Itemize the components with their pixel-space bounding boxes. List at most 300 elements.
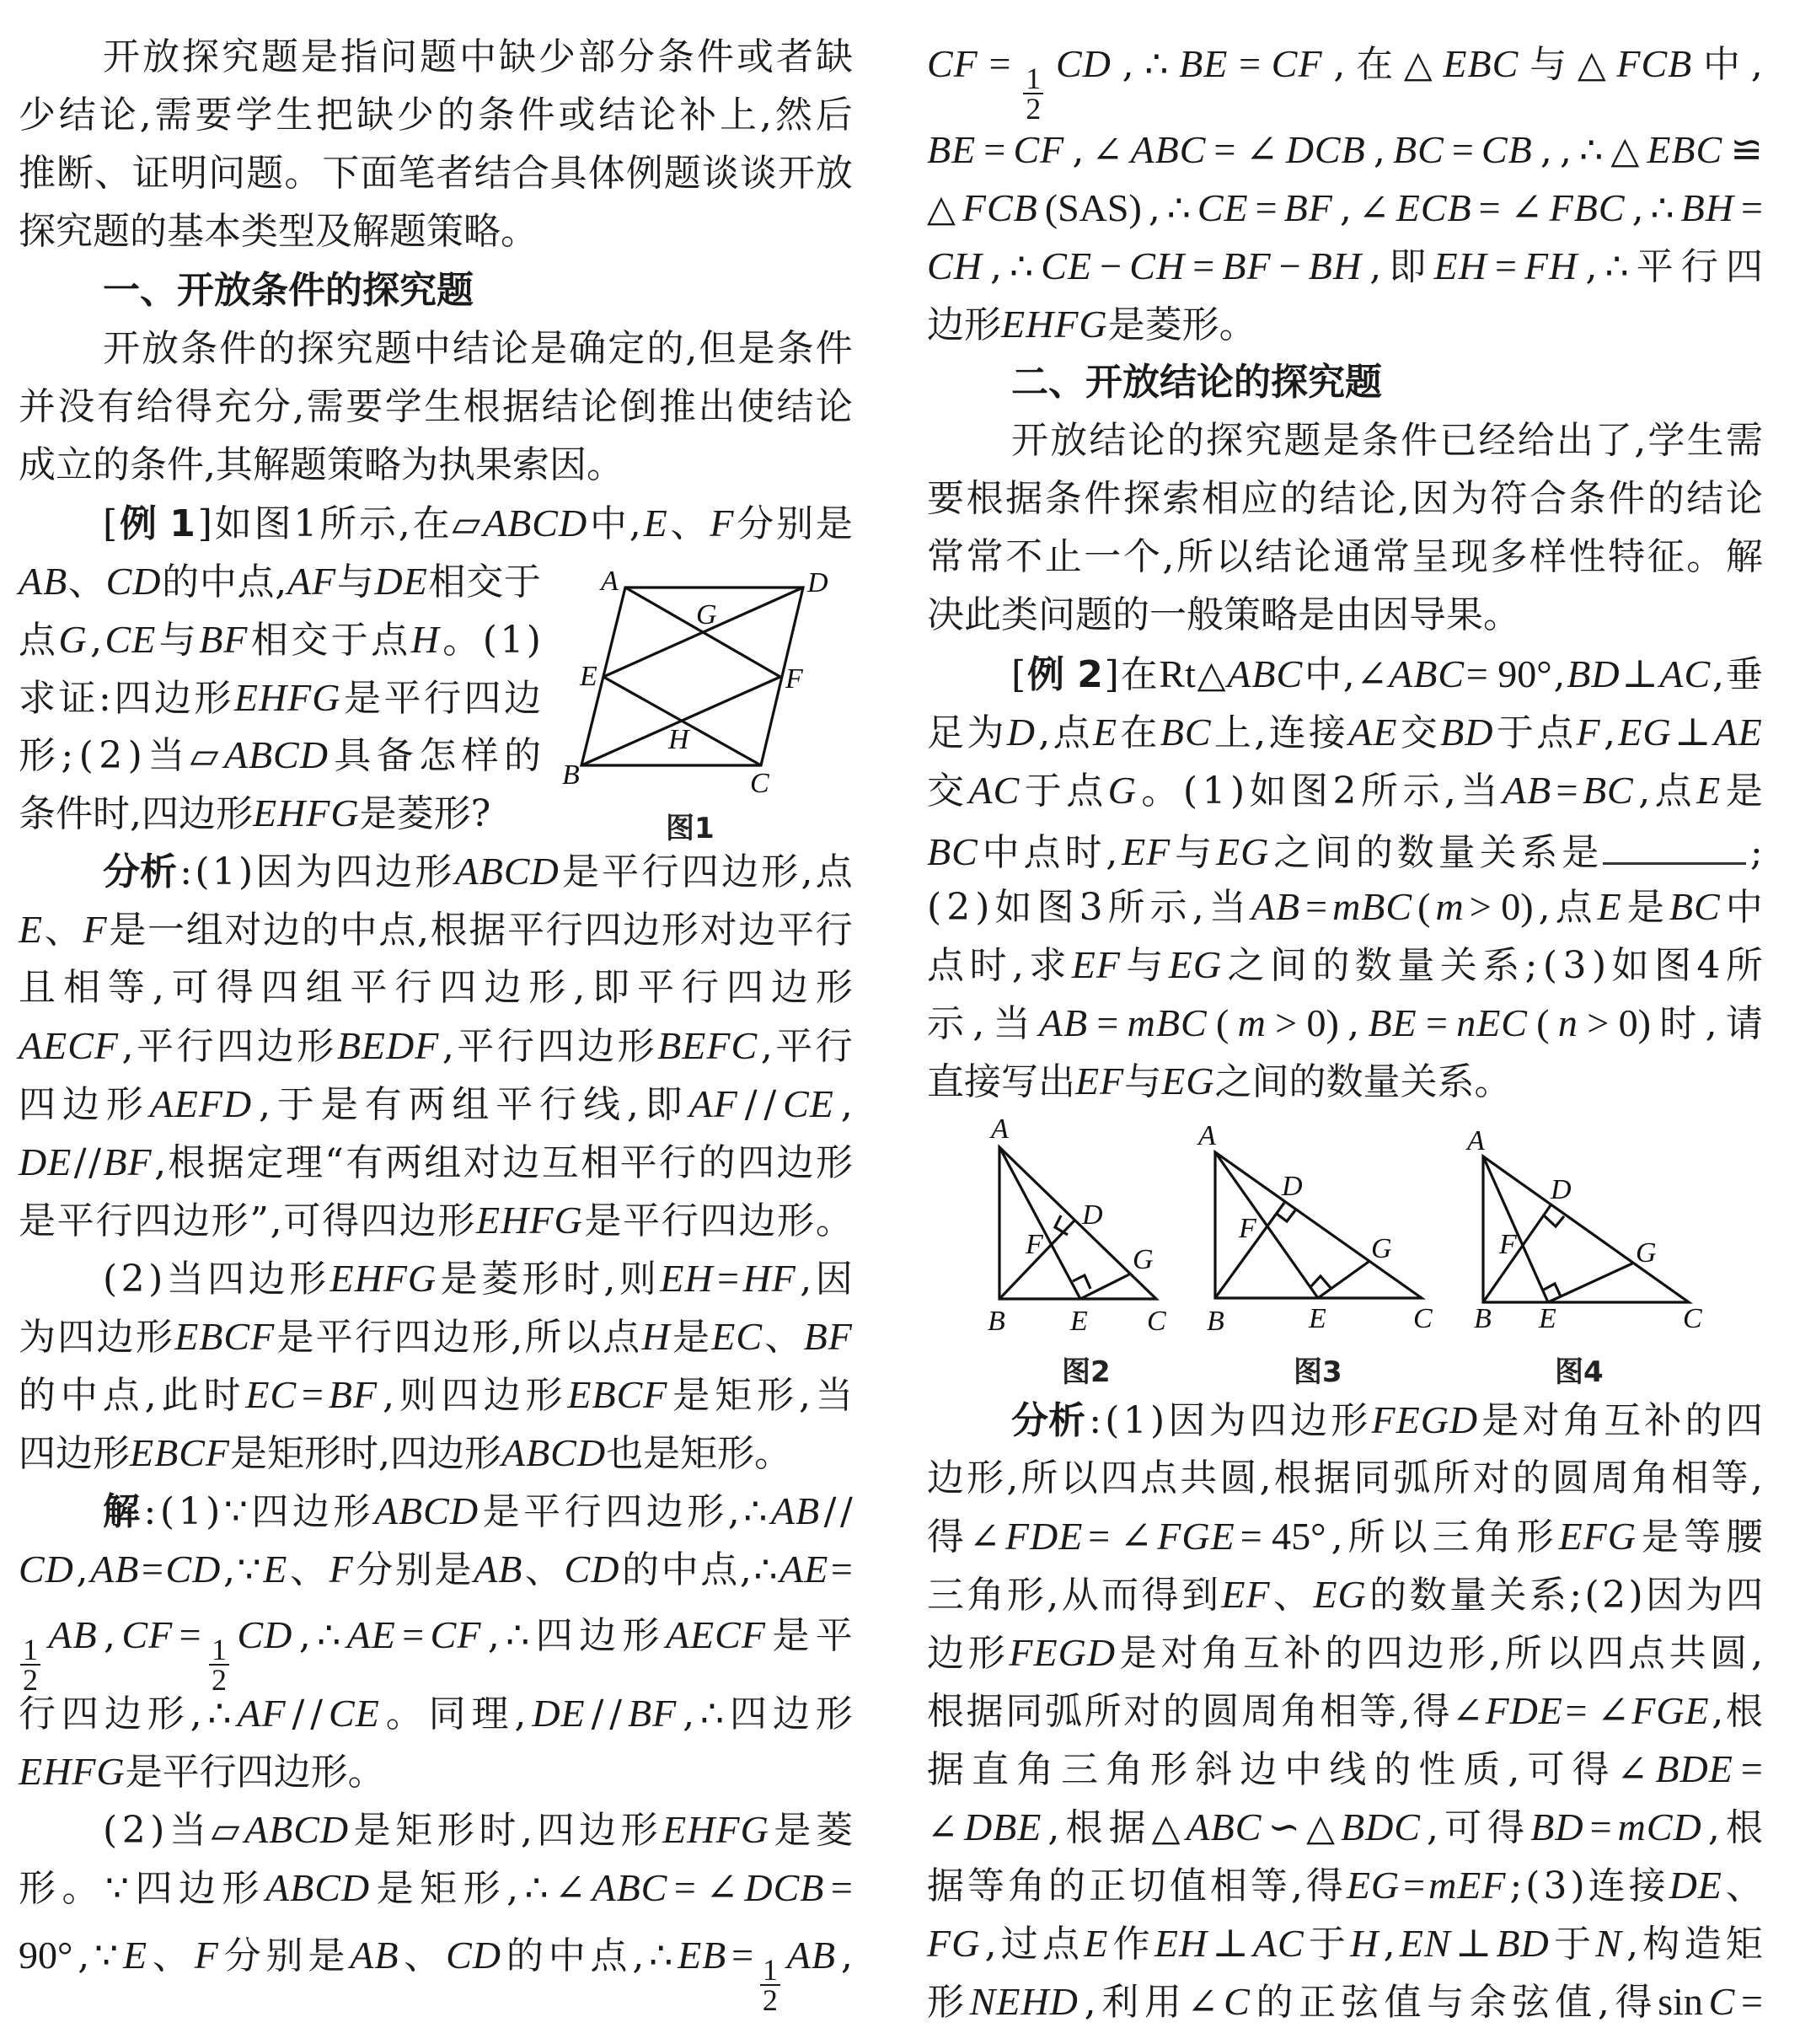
text-char: 开 <box>103 327 140 370</box>
text-char: 为 <box>1685 1574 1723 1617</box>
text-char: 关 <box>1479 831 1517 874</box>
text-char: / <box>609 1693 623 1736</box>
text-line <box>927 590 1763 641</box>
text-char: 弧 <box>1044 1690 1082 1733</box>
text-char: 条 <box>657 35 694 78</box>
text-char: ∠ <box>927 1806 958 1849</box>
text-char: 学 <box>235 94 273 137</box>
text-char: , <box>520 1809 533 1852</box>
section-heading-text: 二、开放结论的探究题 <box>1011 361 1382 404</box>
text-char: , <box>298 1614 311 1657</box>
text-char: 同 <box>428 1693 466 1736</box>
text-char: 生 <box>276 94 313 137</box>
text-char: 结 <box>541 385 579 428</box>
text-char: 同 <box>1005 1690 1043 1733</box>
text-char: 上 <box>720 94 758 137</box>
text-run: 是菱形。 <box>1107 303 1256 346</box>
text-char: 形 <box>617 1025 655 1068</box>
text-char: 是 <box>672 1316 710 1359</box>
text-char: 是 <box>440 1258 478 1301</box>
math-expression: E <box>643 502 668 545</box>
segment-eg <box>1080 1274 1129 1299</box>
text-run: 之间的数量关系。 <box>1214 1060 1512 1103</box>
text-char: △ <box>1197 653 1226 696</box>
text-char: 形 <box>927 1981 964 2024</box>
text-char: 四 <box>605 1490 643 1533</box>
text-char: 则 <box>399 1374 437 1417</box>
text-run: − <box>1100 244 1122 287</box>
text-char: 组 <box>305 966 343 1009</box>
math-expression: EBCF <box>567 1373 668 1416</box>
text-char: 是 <box>434 1548 472 1591</box>
text-char: , <box>1597 1981 1610 2024</box>
text-char: 四 <box>335 850 372 893</box>
text-char: 图 <box>254 502 292 545</box>
text-char: 把 <box>316 94 354 137</box>
math-expression: C <box>1224 1980 1251 2023</box>
text-char: 根 <box>168 1141 206 1184</box>
text-char: 理 <box>471 1693 509 1736</box>
text-char: ∴ <box>524 1867 549 1910</box>
math-expression: BF <box>803 1315 853 1358</box>
text-char: 对 <box>1160 1632 1198 1675</box>
math-expression: BD <box>1530 1805 1584 1848</box>
text-char: [ <box>1011 653 1026 696</box>
text-char: 四 <box>1365 1632 1403 1675</box>
text-char: 所 <box>1347 1516 1385 1558</box>
text-char: 的 <box>1374 1748 1412 1791</box>
text-line <box>19 324 853 374</box>
text-char: 根 <box>1725 1806 1763 1849</box>
text-char: 边 <box>623 909 661 952</box>
text-char: 指 <box>340 35 378 78</box>
math-expression: FH <box>1524 244 1578 287</box>
text-line <box>927 1453 1763 1504</box>
math-expression: ABC <box>1186 1805 1262 1848</box>
text-char: 当 <box>815 1374 853 1417</box>
text-char: [ <box>103 502 118 545</box>
text-char: , <box>1750 43 1763 86</box>
parallelogram-abcd <box>581 587 803 765</box>
text-char: , <box>1011 944 1024 987</box>
text-char: 四 <box>584 909 622 952</box>
text-line <box>19 673 541 723</box>
figure-caption: 图3 <box>1294 1355 1342 1389</box>
text-char: 论 <box>1294 535 1331 578</box>
text-run: = ∠ <box>673 1866 738 1909</box>
text-char: , <box>487 1614 500 1657</box>
text-char: 四 <box>439 966 477 1009</box>
label-point: G <box>1371 1233 1392 1264</box>
math-expression: FBC <box>1549 186 1626 229</box>
text-char: 中 <box>413 327 451 370</box>
text-char: 角 <box>1631 1457 1669 1499</box>
text-char: 于 <box>1553 1923 1591 1966</box>
text-char: 放 <box>142 327 179 370</box>
math-expression: AE <box>1348 711 1398 754</box>
text-char: 于 <box>503 561 541 604</box>
text-run: = <box>1740 186 1763 229</box>
math-expression: AB <box>770 1489 821 1532</box>
text-char: 。 <box>1141 770 1179 813</box>
text-char: 互 <box>1242 1632 1280 1675</box>
text-char: 行 <box>641 850 679 893</box>
text-char: ( <box>1584 1574 1599 1617</box>
text-char: ∴ <box>1010 245 1034 288</box>
text-char: 谈 <box>739 152 777 195</box>
text-char: 2 <box>121 1258 145 1301</box>
text-char: 者 <box>436 152 474 195</box>
text-char: 与 <box>1427 1981 1465 2024</box>
math-expression: AC <box>1252 1922 1304 1965</box>
math-expression: FGE <box>1631 1689 1710 1732</box>
text-char: 交 <box>1400 711 1438 754</box>
text-char: 平 <box>383 677 421 720</box>
math-expression: EHFG <box>233 676 341 719</box>
math-expression: CH <box>927 244 983 287</box>
text-line <box>19 1863 853 1913</box>
segment-ae <box>1215 1152 1318 1298</box>
text-char: 平 <box>775 1025 813 1068</box>
math-expression: ABCD <box>454 850 560 893</box>
text-char: , <box>1148 187 1160 230</box>
text-char: , <box>1751 1632 1763 1675</box>
math-expression: FDE <box>1004 1515 1084 1558</box>
figure-4 <box>1465 1125 1702 1334</box>
text-char: 、 <box>404 1934 442 1977</box>
text-line <box>927 824 1763 874</box>
text-line <box>19 1805 853 1855</box>
text-char: 问 <box>208 152 246 195</box>
text-char: 行 <box>95 1199 133 1242</box>
fraction-denominator: 2 <box>212 1663 228 1697</box>
text-char: 少 <box>396 94 434 137</box>
text-char: , <box>984 1923 997 1966</box>
text-char: 件 <box>697 35 734 78</box>
text-char: , <box>1331 1516 1343 1558</box>
text-run: ( <box>1215 1001 1229 1044</box>
math-expression: BC <box>1392 128 1444 171</box>
text-char: 圆 <box>1219 1457 1257 1499</box>
text-char: 行 <box>682 966 719 1009</box>
text-run: ( <box>1417 885 1431 928</box>
math-expression: DE <box>532 1692 586 1735</box>
math-expression: CH <box>1129 244 1186 287</box>
math-expression: FCB <box>1616 42 1693 85</box>
text-char: 题 <box>1283 419 1321 462</box>
text-line <box>927 532 1763 582</box>
text-char: 示 <box>1402 770 1440 813</box>
math-expression: ECB <box>1396 186 1472 229</box>
text-char: ( <box>195 850 210 893</box>
text-line <box>927 940 1763 990</box>
text-char: 点 <box>1066 770 1104 813</box>
math-expression: F <box>710 502 735 545</box>
text-char: 经 <box>1478 419 1516 462</box>
text-char: 得 <box>174 385 212 428</box>
text-char: 即 <box>645 1083 683 1126</box>
text-run: = <box>1255 186 1278 229</box>
text-run: = <box>731 1934 754 1977</box>
text-char: 圆 <box>1710 1632 1748 1675</box>
text-char: 组 <box>424 1141 462 1184</box>
text-char: 、 <box>44 909 82 952</box>
text-line <box>927 1744 1763 1795</box>
text-char: 行 <box>564 1490 602 1533</box>
text-char: 根 <box>1725 1690 1763 1733</box>
text-char: , <box>1339 187 1352 230</box>
text-char: 形 <box>757 1374 795 1417</box>
text-char: 得 <box>216 966 254 1009</box>
text-char: 造 <box>1684 1923 1722 1966</box>
text-char: ( <box>159 1490 175 1533</box>
text-char: 对 <box>463 1141 501 1184</box>
text-char: 之 <box>1273 831 1311 874</box>
text-char: 少 <box>19 94 56 137</box>
text-char: △ <box>1151 1806 1181 1849</box>
math-expression: m <box>1435 885 1465 928</box>
text-char: , <box>506 1867 519 1910</box>
math-expression: E <box>122 1934 148 1977</box>
text-run: (SAS) <box>1044 186 1142 229</box>
text-char: 究 <box>1245 419 1283 462</box>
text-char: 结 <box>474 152 512 195</box>
label-point: D <box>1082 1199 1103 1231</box>
text-line <box>19 556 541 607</box>
text-char: , <box>121 1025 134 1068</box>
fraction <box>20 1633 40 1697</box>
text-char: ∠ <box>1356 653 1388 696</box>
text-char: , <box>1603 711 1615 754</box>
text-run: 是菱形? <box>359 792 491 835</box>
text-char: 求 <box>19 677 56 720</box>
math-expression: EHFG <box>329 1257 437 1300</box>
text-line <box>19 730 541 781</box>
text-char: 四 <box>217 1025 254 1068</box>
text-char: 平 <box>815 1614 853 1657</box>
text-char: 的 <box>437 94 474 137</box>
text-char: 是 <box>1562 831 1599 874</box>
label-point: A <box>601 566 619 597</box>
figure-caption: 图4 <box>1555 1355 1604 1389</box>
text-char: 开 <box>777 152 815 195</box>
text-char: 据 <box>1313 1457 1351 1499</box>
math-expression: F <box>83 908 108 951</box>
math-expression: BF <box>199 618 249 661</box>
text-char: 是 <box>584 1199 622 1242</box>
text-char: 点 <box>19 619 56 662</box>
math-expression: E <box>263 1548 288 1591</box>
text-char: 可 <box>1527 1748 1565 1791</box>
text-char: 垂 <box>1725 653 1763 696</box>
label-point: F <box>1026 1229 1043 1260</box>
text-char: 放 <box>1050 419 1088 462</box>
text-run: = <box>402 1613 425 1656</box>
text-char: 根 <box>430 909 468 952</box>
text-char: 个 <box>1122 535 1160 578</box>
text-char: 与 <box>1126 944 1164 987</box>
text-char: 开 <box>103 35 140 78</box>
text-char: 边 <box>503 677 541 720</box>
math-expression: EG <box>1168 943 1223 986</box>
text-line <box>19 1544 853 1595</box>
text-char: 矩 <box>395 1809 433 1852</box>
text-char: , <box>1538 886 1551 929</box>
math-expression: BEFC <box>657 1024 758 1067</box>
text-char: 征 <box>1647 535 1685 578</box>
text-char: 是 <box>1725 770 1763 813</box>
text-char: 据 <box>207 1141 244 1184</box>
text-char: , <box>798 1374 811 1417</box>
text-char: 在 <box>1120 653 1158 696</box>
text-char: 是 <box>774 1809 812 1852</box>
text-char: 件 <box>219 327 257 370</box>
math-expression: ABC <box>1130 128 1207 171</box>
text-char: 边 <box>927 1632 964 1675</box>
text-char: , <box>1106 831 1118 874</box>
text-char: 是 <box>353 1809 391 1852</box>
text-char: 得 <box>1305 1864 1343 1907</box>
text-char: 行 <box>394 966 432 1009</box>
text-char: 中 <box>199 561 237 604</box>
text-char: 互 <box>541 1141 579 1184</box>
math-expression: EH <box>1433 244 1487 287</box>
math-expression: CE <box>783 1082 834 1125</box>
text-char: 形 <box>19 734 56 777</box>
text-char: 条 <box>180 327 218 370</box>
math-expression: DE <box>19 1140 72 1183</box>
text-char: , <box>78 1934 90 1977</box>
text-char: 余 <box>1469 1981 1507 2024</box>
text-char: 的 <box>1369 1574 1407 1617</box>
text-char: 形 <box>777 1199 815 1242</box>
label-point: D <box>1551 1174 1572 1205</box>
math-expression: EC <box>245 1373 297 1416</box>
text-char: 3 <box>1562 944 1587 987</box>
text-run: = 90° <box>1465 652 1552 695</box>
text-run: = <box>1740 1980 1763 2023</box>
label-point: G <box>1133 1244 1154 1275</box>
text-char: , <box>139 94 152 137</box>
math-expression: ABCD <box>501 1431 607 1474</box>
text-char: / <box>763 1083 777 1126</box>
text-char: 形 <box>815 966 853 1009</box>
text-char: 中 <box>1284 1748 1322 1791</box>
text-char: 点 <box>590 1934 628 1977</box>
text-char: , <box>1347 1002 1360 1045</box>
text-line <box>19 1079 853 1129</box>
text-line <box>927 1918 1763 1969</box>
text-char: 2 <box>99 734 123 777</box>
text-char: 图 <box>1654 944 1692 987</box>
text-char: ∴ <box>1144 43 1169 86</box>
text-char: 交 <box>466 561 504 604</box>
text-char: 如 <box>1611 944 1649 987</box>
label-point: A <box>1198 1120 1216 1151</box>
text-char: 对 <box>224 909 262 952</box>
text-char: 边 <box>579 1809 617 1852</box>
text-char: 分 <box>618 35 655 78</box>
text-char: 分 <box>253 385 291 428</box>
text-char: 2 <box>946 886 971 929</box>
text-run: 四边形 <box>19 1432 130 1475</box>
text-char: 的 <box>1512 1457 1550 1499</box>
text-char: 点 <box>102 1374 140 1417</box>
text-char: 点 <box>1536 711 1574 754</box>
answer-blank <box>1603 824 1746 865</box>
text-char: ” <box>249 1199 269 1242</box>
text-char: 件 <box>815 327 853 370</box>
text-char: 形 <box>147 1693 185 1736</box>
math-expression: DBE <box>963 1805 1042 1848</box>
text-char: 。 <box>442 619 480 662</box>
text-char: 互 <box>1604 1399 1642 1442</box>
math-expression: ABCD <box>373 1489 479 1532</box>
text-char: 上 <box>1213 711 1251 754</box>
math-expression: BF <box>1222 244 1272 287</box>
text-char: 求 <box>1029 944 1067 987</box>
text-char: 所 <box>1725 944 1763 987</box>
text-char: 形 <box>463 1867 501 1910</box>
text-char: 而 <box>1101 1574 1139 1617</box>
text-char: 证 <box>58 677 96 720</box>
text-run: ( <box>1536 1001 1550 1044</box>
text-char: 于 <box>276 1083 314 1126</box>
text-char: 中 <box>1304 653 1342 696</box>
math-expression: AB <box>350 1934 399 1977</box>
text-char: 作 <box>1112 1923 1150 1966</box>
text-char: 边 <box>1290 1399 1328 1442</box>
text-char: 补 <box>1283 1632 1321 1675</box>
text-char: , <box>1638 770 1651 813</box>
text-char: 形 <box>525 1374 563 1417</box>
text-char: 形 <box>1150 1748 1188 1791</box>
text-char: 斜 <box>1195 1748 1233 1791</box>
text-char: 的 <box>1647 477 1685 520</box>
text-char: 等 <box>1250 1864 1288 1907</box>
text-char: 当 <box>993 1002 1031 1045</box>
math-expression: EF <box>1221 1573 1271 1616</box>
text-char: 2 <box>121 1809 146 1852</box>
math-expression: H <box>410 618 440 661</box>
text-char: 时 <box>969 944 1007 987</box>
text-run: = <box>1451 128 1474 171</box>
text-char: 为 <box>19 1316 56 1359</box>
text-char: 解 <box>1725 535 1763 578</box>
text-char: 常 <box>927 535 964 578</box>
text-char: 行 <box>545 909 583 952</box>
text-char: , <box>1373 129 1385 172</box>
text-char: 形 <box>661 909 699 952</box>
text-char: 的 <box>258 327 296 370</box>
text-line <box>19 90 853 141</box>
math-expression: DE <box>374 560 428 603</box>
text-char: , <box>154 1141 167 1184</box>
text-char: , <box>1383 1923 1396 1966</box>
text-char: 示 <box>358 502 396 545</box>
text-char: 对 <box>1123 1690 1161 1733</box>
text-run: = <box>1556 769 1578 812</box>
text-char: ∴ <box>649 1934 673 1977</box>
text-char: 充 <box>214 385 252 428</box>
text-run: 是矩形时,四边形 <box>229 1432 501 1475</box>
text-char: 弦 <box>1512 1981 1550 2024</box>
text-char: 所 <box>1504 1632 1542 1675</box>
math-expression: CF <box>927 42 978 85</box>
text-char: ( <box>482 619 497 662</box>
text-char: 边 <box>432 1316 470 1359</box>
text-char: , <box>1397 477 1410 520</box>
